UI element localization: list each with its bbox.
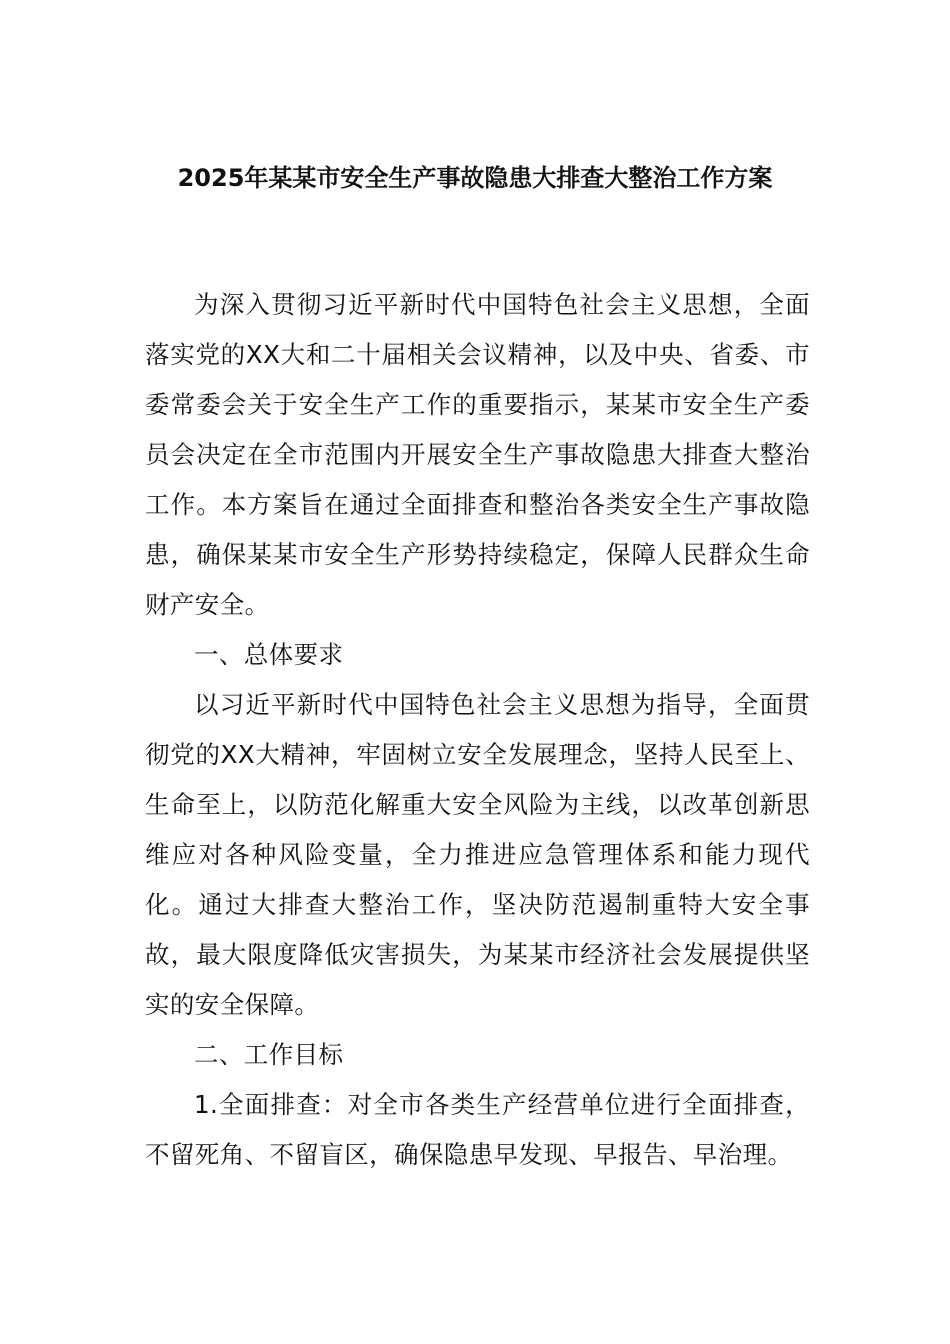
work-goal-item-1: 1.全面排查：对全市各类生产经营单位进行全面排查，不留死角、不留盲区，确保隐患早发现、早报告、早治理。 bbox=[145, 1090, 810, 1169]
document-body bbox=[145, 280, 810, 1180]
intro-paragraph: 为深入贯彻习近平新时代中国特色社会主义思想，全面落实党的XX大和二十届相关会议精神，以及中央、省委、市委常委会关于安全生产工作的重要指示，某某市安全生产委员会决定在全市范围内开展安全生产事故隐患大排查大整治工作。本方案旨在通过全面排查和整治各类安全生产事故隐患，确保某某市安全生产形势持续稳定，保障人民群众生命财产安全。 bbox=[145, 290, 810, 619]
document-title: 2025年某某市安全生产事故隐患大排查大整治工作方案 bbox=[177, 164, 773, 192]
overall-requirements-paragraph: 以习近平新时代中国特色社会主义思想为指导，全面贯彻党的XX大精神，牢固树立安全发展理念，坚持人民至上、生命至上，以防范化解重大安全风险为主线，以改革创新思维应对各种风险变量，全力推进应急管理体系和能力现代化。通过大排查大整治工作，坚决防范遏制重特大安全事故，最大限度降低灾害损失，为某某市经济社会发展提供坚实的安全保障。 bbox=[145, 690, 810, 1019]
section-heading-overall-requirements: 一、总体要求 bbox=[194, 640, 344, 669]
section-heading-work-goals: 二、工作目标 bbox=[194, 1040, 344, 1069]
